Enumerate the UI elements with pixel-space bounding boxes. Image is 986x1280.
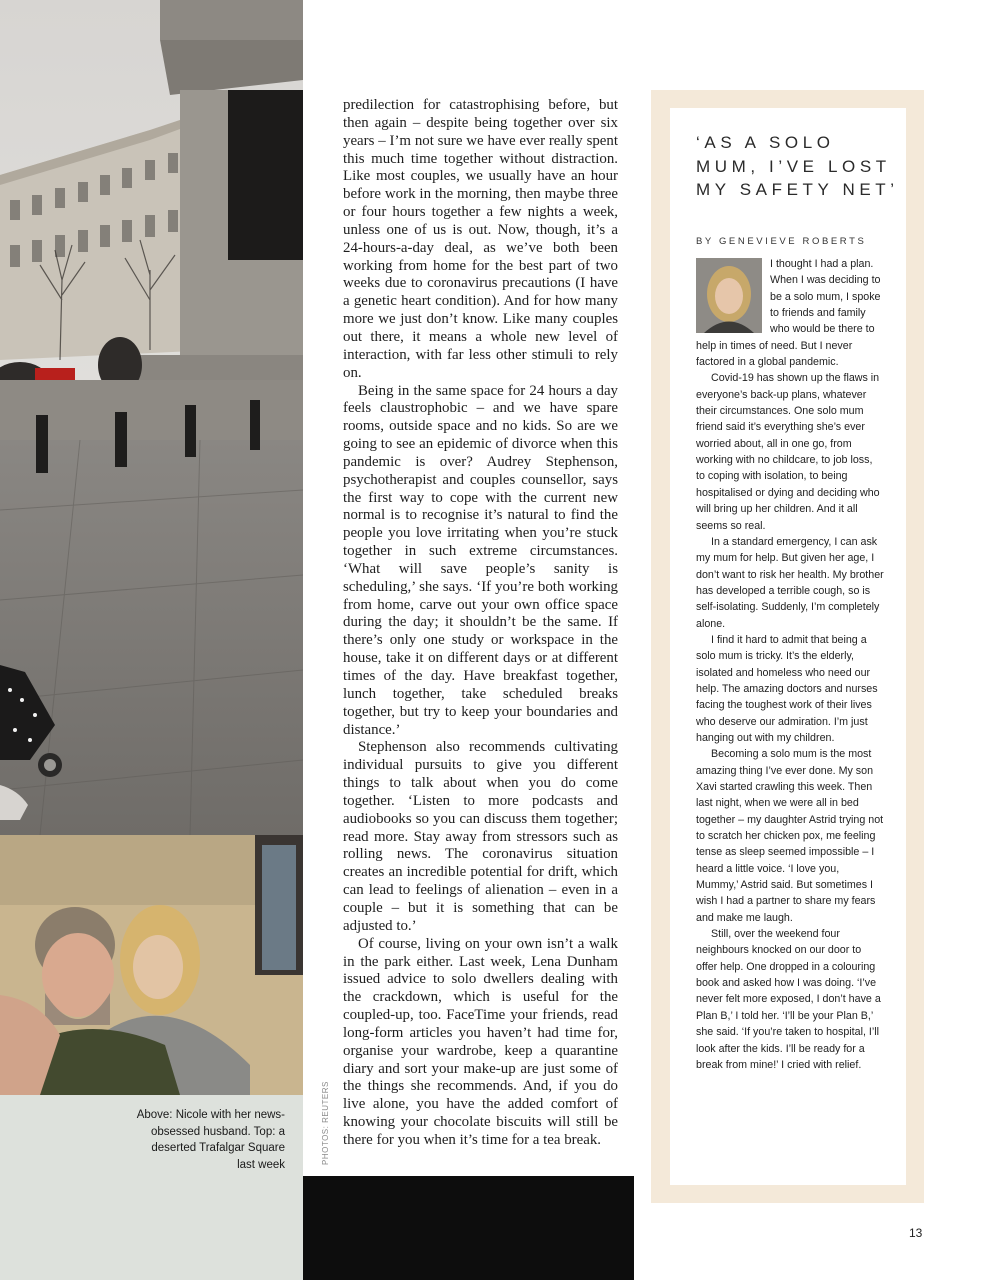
- main-article: [343, 97, 618, 1150]
- sidebar-paragraph: Still, over the weekend four neighbours knocked on our door to offer help. One dropped in a colouring book and asked how I was doing. ‘I’ve never felt more exposed, I don’t have a Plan B,’ I told her. ‘I’ll be your Plan B,’ she said. ‘If you’re taken to hospital, I’ll look after the kids. I’ll be ready for a break from mine!’ I cried with relief.: [696, 928, 881, 1071]
- couple-photo: [0, 835, 303, 1095]
- black-block: [303, 1176, 634, 1280]
- sidebar-body: [696, 256, 884, 1073]
- article-paragraph: predilection for catastrophising before, but then again – despite being together over six years – I’m not sure we have ever really spent this much time together without distraction. Like most couples, we usually have an hour before work in the morning, then maybe three or four hours together a few nights a week, unless one of us is out. Now, though, it’s a 24-hours-a-day deal, as we’ve both been working from home for the best part of two weeks due to coronavirus precautions (I have a genetic heart condition). And for how many more we just don’t know. Like many couples out there, it means a whole new level of interaction, with far less other stimuli to rely on.: [343, 97, 618, 381]
- couple-illustration: [0, 835, 303, 1095]
- page-number: 13: [909, 1226, 923, 1240]
- sidebar-paragraph: Covid-19 has shown up the flaws in everyone’s back-up plans, whatever their circumstances. One solo mum friend said it’s everything she’s ever worried about, all in one go, from working with no childcare, to job loss, to coping with isolation, to being hospitalised or dying and deciding who will bring up her children. And it all seems so real.: [696, 372, 880, 532]
- headshot-illustration: [696, 258, 762, 333]
- sidebar-paragraph: I thought I had a plan. When I was deciding to be a solo mum, I spoke to friends and family who would be there to help in times of need. But I never factored in a global pandemic.: [696, 258, 881, 369]
- trafalgar-square-photo: [0, 0, 303, 835]
- sidebar-byline: BY GENEVIEVE ROBERTS: [696, 236, 867, 247]
- article-paragraph: Of course, living on your own isn’t a walk in the park either. Last week, Lena Dunham issued advice to solo dwellers dealing with the crackdown, which is useful for the coupled-up, too. FaceTime your friends, read long-form articles you haven’t had time for, organise your wardrobe, keep a quarantine diary and sort your make-up are just some of the things she recommends. And, if you do live alone, you have the added comfort of knowing your chocolate biscuits will still be there for you when it’s time for a tea break.: [343, 935, 618, 1148]
- photo-credit: PHOTOS: REUTERS: [321, 1081, 330, 1165]
- sidebar-title: ‘AS A SOLO MUM, I’VE LOST MY SAFETY NET’: [696, 133, 899, 199]
- photo-caption: Above: Nicole with her news-obsessed husband. Top: a deserted Trafalgar Square last week: [136, 1109, 285, 1171]
- trafalgar-square-illustration: [0, 0, 303, 835]
- sidebar-paragraph: In a standard emergency, I can ask my mum for help. But given her age, I don’t want to risk her health. My brother has developed a terrible cough, so is self-isolating. Suddenly, I’m completely alone.: [696, 535, 884, 630]
- sidebar-paragraph: Becoming a solo mum is the most amazing thing I’ve ever done. My son Xavi started crawling this week. Then last night, when we were all in bed together – my daughter Astrid trying not to scratch her chicken pox, me feeling tense as sleep seemed impossible – I heard a little voice. ‘I love you, Mummy,’ Astrid said. But sometimes I wish I had a partner to share my fears and make me laugh.: [696, 748, 884, 924]
- article-paragraph: Being in the same space for 24 hours a day feels claustrophobic – and we have spare rooms, outside space and no kids. So are we going to see an epidemic of divorce when this pandemic is over? Audrey Stephenson, psychotherapist and couples counsellor, says the first way to cope with the current new normal is to recognise it’s natural to find the people you love irritating when you’re stuck together in such extreme circumstances. ‘What will save people’s sanity is scheduling,’ she says. ‘If you’re both working from home, carve out your own office space during the day; it shouldn’t be the same. If there’s only one study or workspace in the house, take it on different days or at different times of the day. Have breakfast together, lunch together, take scheduled breaks together, but try to keep your boundaries and distance.’: [343, 382, 618, 738]
- caption-box: [0, 1095, 303, 1280]
- article-paragraph: Stephenson also recommends cultivating individual pursuits to give you different things to talk about when you do come together. ‘Listen to more podcasts and audiobooks so you can discuss them together; read more. Stay away from stressors such as rolling news. The coronavirus situation creates an incredible potential for drift, which can lead to feelings of alienation – even in a couple – but it is something that can be adjusted to.’: [343, 739, 618, 934]
- sidebar-paragraph: I find it hard to admit that being a solo mum is tricky. It’s the elderly, isolated and homeless who need our help. The amazing doctors and nurses facing the toughest work of their lives who deserve our admiration. I’m just hanging out with my children.: [696, 633, 878, 744]
- author-headshot: [696, 258, 762, 333]
